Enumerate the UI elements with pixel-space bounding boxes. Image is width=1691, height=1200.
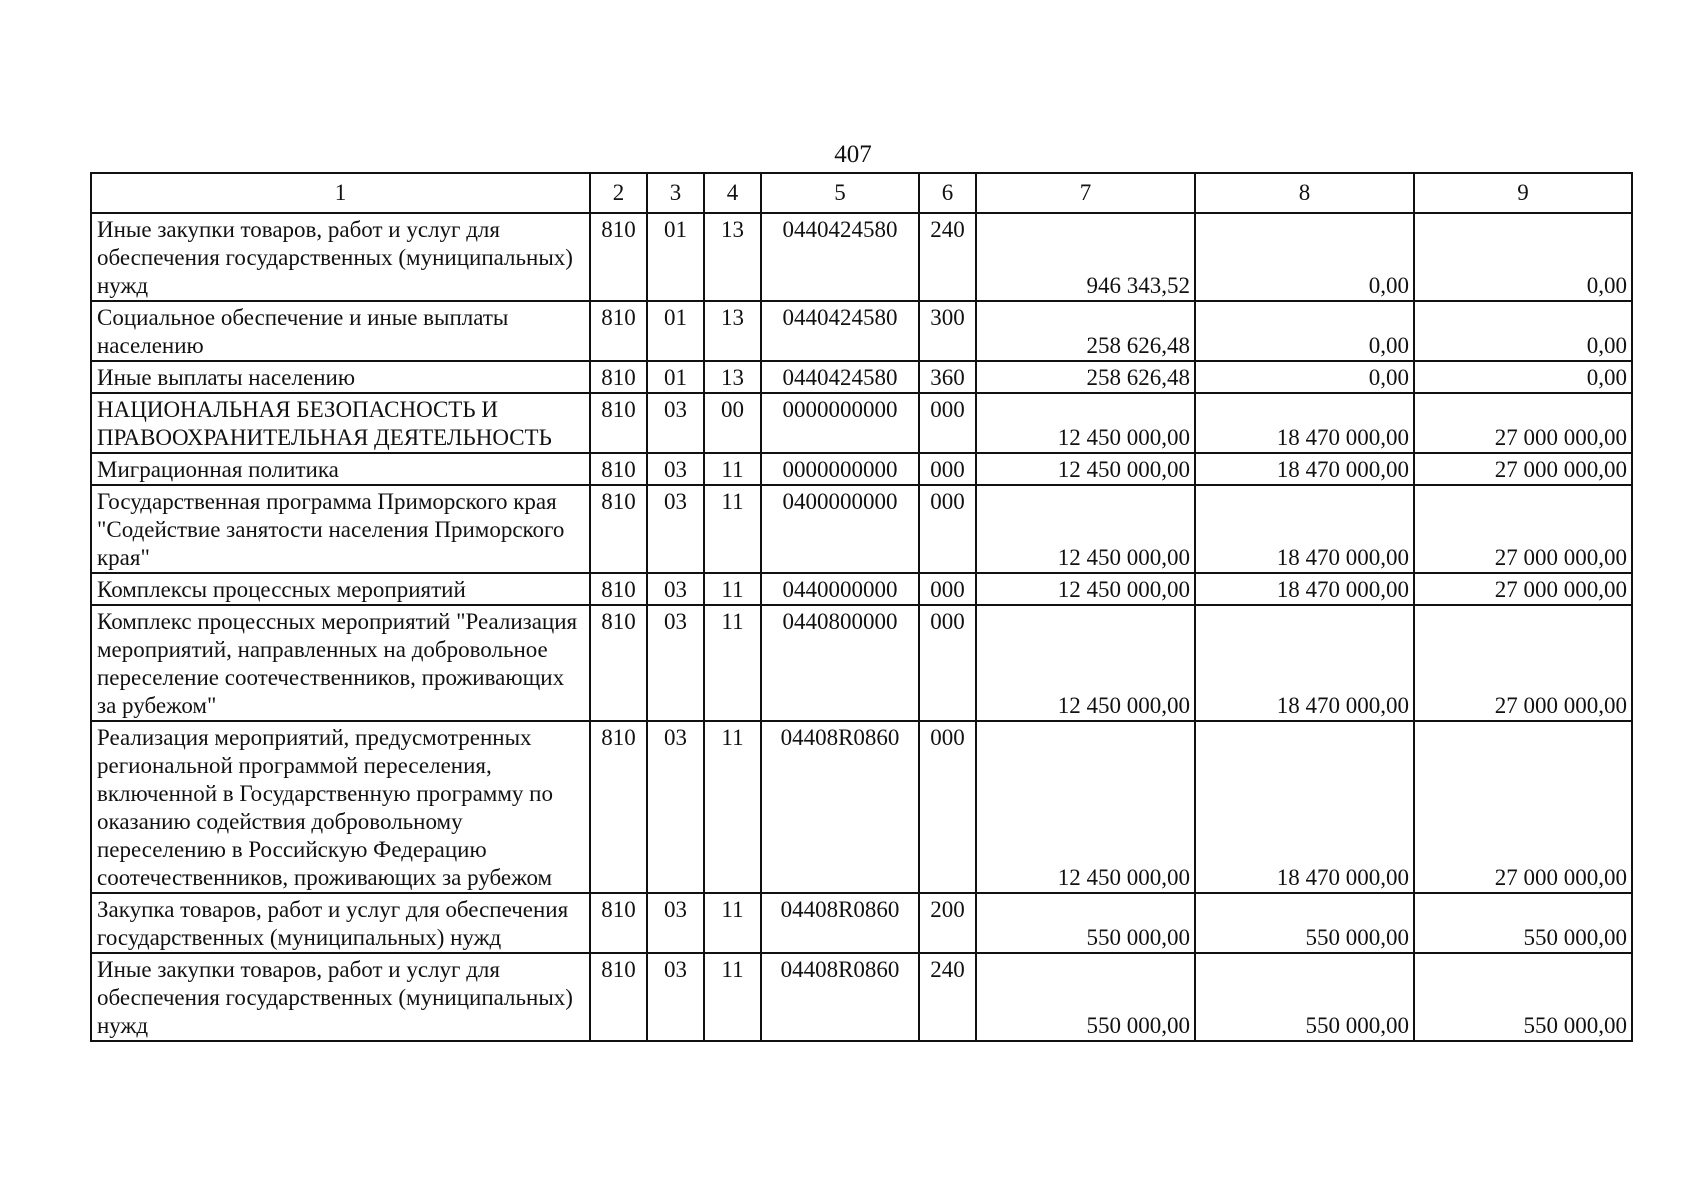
column-header: 2: [590, 173, 647, 213]
row-code-cell: 000: [919, 721, 976, 893]
row-name-cell: Государственная программа Приморского края "Содействие занятости населения Приморского края": [91, 485, 590, 573]
row-code-cell: 240: [919, 213, 976, 301]
row-code-cell: 000: [919, 485, 976, 573]
row-code-cell: 11: [704, 453, 761, 485]
row-amount-cell: 27 000 000,00: [1414, 485, 1632, 573]
column-header: 3: [647, 173, 704, 213]
row-amount-cell: 0,00: [1414, 213, 1632, 301]
column-header-row: [91, 173, 1632, 213]
row-code-cell: 03: [647, 453, 704, 485]
row-amount-cell: 18 470 000,00: [1195, 453, 1414, 485]
row-code-cell: 240: [919, 953, 976, 1041]
column-header: 8: [1195, 173, 1414, 213]
row-code-cell: 0440800000: [761, 605, 919, 721]
row-code-cell: 04408R0860: [761, 893, 919, 953]
table-body: [91, 173, 1632, 1041]
row-amount-cell: 18 470 000,00: [1195, 573, 1414, 605]
row-amount-cell: 0,00: [1414, 301, 1632, 361]
row-code-cell: 810: [590, 301, 647, 361]
row-name-cell: Закупка товаров, работ и услуг для обеспечения государственных (муниципальных) нужд: [91, 893, 590, 953]
table-row: [91, 361, 1632, 393]
column-header: 1: [91, 173, 590, 213]
row-code-cell: 03: [647, 893, 704, 953]
row-amount-cell: 12 450 000,00: [976, 605, 1195, 721]
column-header: 4: [704, 173, 761, 213]
row-code-cell: 04408R0860: [761, 953, 919, 1041]
row-amount-cell: 550 000,00: [1414, 893, 1632, 953]
row-name-cell: Социальное обеспечение и иные выплаты населению: [91, 301, 590, 361]
row-code-cell: 300: [919, 301, 976, 361]
table-row: [91, 605, 1632, 721]
row-amount-cell: 0,00: [1195, 361, 1414, 393]
row-amount-cell: 258 626,48: [976, 301, 1195, 361]
row-code-cell: 0000000000: [761, 393, 919, 453]
row-code-cell: 11: [704, 605, 761, 721]
row-code-cell: 11: [704, 953, 761, 1041]
row-code-cell: 810: [590, 721, 647, 893]
row-code-cell: 0440424580: [761, 301, 919, 361]
column-header: 9: [1414, 173, 1632, 213]
row-code-cell: 810: [590, 605, 647, 721]
row-code-cell: 000: [919, 605, 976, 721]
row-code-cell: 11: [704, 721, 761, 893]
row-amount-cell: 12 450 000,00: [976, 453, 1195, 485]
row-code-cell: 810: [590, 573, 647, 605]
table-row: [91, 301, 1632, 361]
table-row: [91, 485, 1632, 573]
row-code-cell: 03: [647, 485, 704, 573]
row-code-cell: 01: [647, 361, 704, 393]
row-amount-cell: 946 343,52: [976, 213, 1195, 301]
row-amount-cell: 0,00: [1195, 213, 1414, 301]
row-amount-cell: 18 470 000,00: [1195, 721, 1414, 893]
table-row: [91, 893, 1632, 953]
row-code-cell: 01: [647, 301, 704, 361]
row-amount-cell: 550 000,00: [1414, 953, 1632, 1041]
row-code-cell: 000: [919, 393, 976, 453]
row-code-cell: 0400000000: [761, 485, 919, 573]
row-name-cell: Миграционная политика: [91, 453, 590, 485]
row-code-cell: 0440424580: [761, 361, 919, 393]
table-row: [91, 573, 1632, 605]
row-code-cell: 810: [590, 485, 647, 573]
table-row: [91, 393, 1632, 453]
row-code-cell: 04408R0860: [761, 721, 919, 893]
row-code-cell: 11: [704, 485, 761, 573]
row-amount-cell: 258 626,48: [976, 361, 1195, 393]
row-amount-cell: 27 000 000,00: [1414, 721, 1632, 893]
row-amount-cell: 550 000,00: [1195, 893, 1414, 953]
row-code-cell: 00: [704, 393, 761, 453]
row-code-cell: 000: [919, 573, 976, 605]
row-code-cell: 01: [647, 213, 704, 301]
row-amount-cell: 12 450 000,00: [976, 573, 1195, 605]
table-row: [91, 721, 1632, 893]
row-amount-cell: 27 000 000,00: [1414, 605, 1632, 721]
row-amount-cell: 550 000,00: [976, 953, 1195, 1041]
row-name-cell: НАЦИОНАЛЬНАЯ БЕЗОПАСНОСТЬ И ПРАВООХРАНИТЕЛЬНАЯ ДЕЯТЕЛЬНОСТЬ: [91, 393, 590, 453]
budget-table: [90, 172, 1633, 1042]
row-amount-cell: 12 450 000,00: [976, 393, 1195, 453]
row-name-cell: Иные выплаты населению: [91, 361, 590, 393]
column-header: 7: [976, 173, 1195, 213]
row-amount-cell: 12 450 000,00: [976, 485, 1195, 573]
row-code-cell: 11: [704, 893, 761, 953]
row-code-cell: 03: [647, 573, 704, 605]
row-code-cell: 810: [590, 361, 647, 393]
row-amount-cell: 27 000 000,00: [1414, 453, 1632, 485]
row-code-cell: 810: [590, 393, 647, 453]
row-code-cell: 810: [590, 953, 647, 1041]
row-code-cell: 13: [704, 361, 761, 393]
row-amount-cell: 550 000,00: [976, 893, 1195, 953]
row-name-cell: Комплекс процессных мероприятий "Реализация мероприятий, направленных на добровольное переселение соотечественников, проживающих за рубежом": [91, 605, 590, 721]
row-code-cell: 0440000000: [761, 573, 919, 605]
row-amount-cell: 18 470 000,00: [1195, 605, 1414, 721]
row-amount-cell: 12 450 000,00: [976, 721, 1195, 893]
row-amount-cell: 0,00: [1414, 361, 1632, 393]
row-code-cell: 000: [919, 453, 976, 485]
row-code-cell: 810: [590, 453, 647, 485]
table-row: [91, 453, 1632, 485]
row-code-cell: 13: [704, 301, 761, 361]
row-code-cell: 03: [647, 393, 704, 453]
table-row: [91, 953, 1632, 1041]
row-name-cell: Иные закупки товаров, работ и услуг для обеспечения государственных (муниципальных) нужд: [91, 953, 590, 1041]
row-code-cell: 03: [647, 605, 704, 721]
table-row: [91, 213, 1632, 301]
row-code-cell: 03: [647, 721, 704, 893]
row-name-cell: Иные закупки товаров, работ и услуг для обеспечения государственных (муниципальных) нужд: [91, 213, 590, 301]
row-name-cell: Комплексы процессных мероприятий: [91, 573, 590, 605]
row-amount-cell: 27 000 000,00: [1414, 393, 1632, 453]
row-code-cell: 03: [647, 953, 704, 1041]
page-number: 407: [834, 141, 872, 168]
row-code-cell: 200: [919, 893, 976, 953]
column-header: 6: [919, 173, 976, 213]
row-amount-cell: 550 000,00: [1195, 953, 1414, 1041]
row-code-cell: 0000000000: [761, 453, 919, 485]
row-amount-cell: 18 470 000,00: [1195, 485, 1414, 573]
row-code-cell: 13: [704, 213, 761, 301]
row-amount-cell: 0,00: [1195, 301, 1414, 361]
row-code-cell: 11: [704, 573, 761, 605]
row-amount-cell: 18 470 000,00: [1195, 393, 1414, 453]
row-code-cell: 810: [590, 893, 647, 953]
row-code-cell: 0440424580: [761, 213, 919, 301]
column-header: 5: [761, 173, 919, 213]
row-code-cell: 810: [590, 213, 647, 301]
row-name-cell: Реализация мероприятий, предусмотренных региональной программой переселения, включенной в Государственную программу по оказанию содействия добровольному переселению в Российскую Федерацию соотечественников, проживающих за рубежом: [91, 721, 590, 893]
row-code-cell: 360: [919, 361, 976, 393]
row-amount-cell: 27 000 000,00: [1414, 573, 1632, 605]
